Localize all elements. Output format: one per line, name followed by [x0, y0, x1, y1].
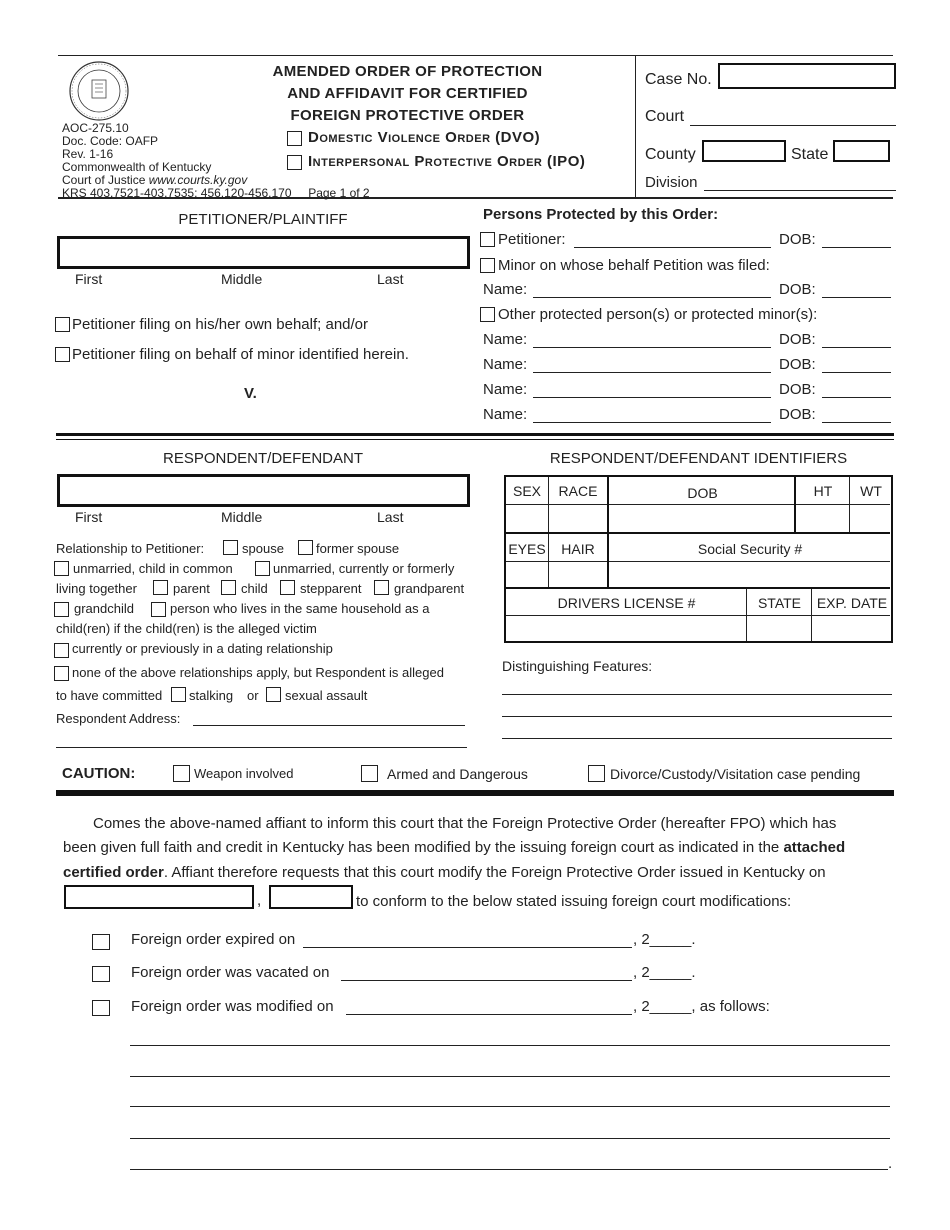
website-link[interactable]: www.courts.ky.gov	[148, 173, 248, 187]
other-name-field-4[interactable]	[533, 422, 771, 423]
other-dob-label-1: DOB:	[779, 331, 816, 348]
county-label: County	[645, 146, 696, 163]
or-label: or	[247, 688, 259, 703]
modified-year: , 2_____, as follows:	[633, 998, 770, 1015]
divorce-checkbox[interactable]	[588, 765, 605, 782]
exp-date-label: EXP. DATE	[816, 595, 888, 611]
county-field[interactable]	[702, 140, 786, 162]
section-divider-thick	[56, 433, 894, 436]
doc-code: Doc. Code: OAFP	[62, 134, 159, 148]
certified-order-label: certified order	[63, 864, 164, 881]
stalking-checkbox[interactable]	[171, 687, 186, 702]
ht-label: HT	[813, 483, 833, 499]
attached-label: attached	[783, 839, 846, 856]
court-of-justice-label: Court of Justice	[62, 173, 146, 187]
kentucky-seal-icon	[66, 60, 132, 122]
sexual-assault-checkbox[interactable]	[266, 687, 281, 702]
commonwealth-label: Commonwealth of Kentucky	[62, 160, 212, 174]
armed-label: Armed and Dangerous	[387, 766, 528, 782]
expired-label: Foreign order expired on	[131, 931, 296, 948]
court-field[interactable]	[690, 125, 896, 126]
other-protected-label: Other protected person(s) or protected minor(s):	[498, 306, 818, 323]
dating-checkbox[interactable]	[54, 643, 69, 658]
respondent-middle-label: Middle	[221, 509, 263, 525]
respondent-address-field-2[interactable]	[56, 747, 467, 748]
respondent-name-field[interactable]	[57, 474, 470, 507]
unmarried-living-checkbox[interactable]	[255, 561, 270, 576]
features-field-1[interactable]	[502, 694, 892, 695]
committed-label: to have committed	[56, 688, 163, 703]
petitioner-middle-label: Middle	[221, 271, 263, 287]
versus-label: V.	[244, 385, 257, 402]
own-behalf-label: Petitioner filing on his/her own behalf; and/or	[72, 316, 369, 333]
form-title-line-1: AMENDED ORDER OF PROTECTION	[272, 63, 543, 80]
modified-checkbox[interactable]	[92, 1000, 110, 1016]
minor-behalf-label: Petitioner filing on behalf of minor identified herein.	[72, 346, 409, 363]
spouse-checkbox[interactable]	[223, 540, 238, 555]
minor-name-label: Name:	[483, 281, 528, 298]
weapon-label: Weapon involved	[194, 766, 294, 781]
division-label: Division	[645, 174, 698, 191]
grandchild-label: grandchild	[74, 601, 134, 616]
page-indicator: Page 1 of 2	[308, 186, 370, 200]
none-apply-label: none of the above relationships apply, but Respondent is alleged	[72, 665, 444, 680]
issued-year-field[interactable]	[269, 885, 353, 909]
modification-line-4[interactable]	[130, 1138, 890, 1139]
stalking-label: stalking	[189, 688, 234, 703]
state-label: State	[791, 146, 829, 163]
respondent-address-label: Respondent Address:	[56, 711, 181, 726]
case-no-field[interactable]	[718, 63, 896, 89]
respondent-first-label: First	[75, 509, 103, 525]
other-name-field-1[interactable]	[533, 347, 771, 348]
stepparent-label: stepparent	[300, 581, 362, 596]
grandchild-checkbox[interactable]	[54, 602, 69, 617]
petitioner-last-label: Last	[377, 271, 404, 287]
affidavit-line-3: . Affiant therefore requests that this court modify the Foreign Protective Order issued in Kentucky on	[163, 864, 826, 881]
former-spouse-checkbox[interactable]	[298, 540, 313, 555]
household-label: person who lives in the same household as a	[170, 601, 430, 616]
issued-date-field[interactable]	[64, 885, 254, 909]
petitioner-first-label: First	[75, 271, 103, 287]
hair-label: HAIR	[561, 541, 595, 557]
modification-line-3[interactable]	[130, 1106, 890, 1107]
minor-name-field[interactable]	[533, 297, 771, 298]
race-label: RACE	[558, 483, 598, 499]
modification-line-5[interactable]	[130, 1169, 888, 1170]
child-label: child	[241, 581, 268, 596]
petitioner-heading: PETITIONER/PLAINTIFF	[178, 211, 348, 228]
parent-checkbox[interactable]	[153, 580, 168, 595]
protected-petitioner-dob-field[interactable]	[822, 247, 891, 248]
other-dob-field-2[interactable]	[822, 372, 891, 373]
minor-checkbox[interactable]	[480, 258, 495, 273]
minor-dob-label: DOB:	[779, 281, 816, 298]
minor-behalf-checkbox[interactable]	[55, 347, 70, 362]
header-bottom-rule	[58, 197, 893, 199]
living-together-label: living together	[56, 581, 137, 596]
expired-year: , 2_____.	[633, 931, 696, 948]
features-label: Distinguishing Features:	[502, 658, 653, 674]
dl-label: DRIVERS LICENSE #	[557, 595, 696, 611]
other-dob-field-1[interactable]	[822, 347, 891, 348]
modified-date-field[interactable]	[346, 1014, 632, 1015]
ssn-label: Social Security #	[697, 541, 803, 557]
krs-citation: KRS 403.7521-403.7535; 456.120-456.170	[62, 186, 292, 200]
divorce-label: Divorce/Custody/Visitation case pending	[610, 766, 861, 782]
unmarried-child-label: unmarried, child in common	[73, 561, 233, 576]
minor-dob-field[interactable]	[822, 297, 891, 298]
modification-line-1[interactable]	[130, 1045, 890, 1046]
other-dob-field-3[interactable]	[822, 397, 891, 398]
comma-label: ,	[257, 892, 262, 909]
case-no-label: Case No.	[645, 71, 712, 88]
ipo-label: Interpersonal Protective Order (IPO)	[308, 153, 586, 170]
other-name-label-1: Name:	[483, 331, 528, 348]
sex-label: SEX	[512, 483, 541, 499]
header-divider	[635, 55, 636, 197]
unmarried-child-checkbox[interactable]	[54, 561, 69, 576]
protected-heading: Persons Protected by this Order:	[483, 206, 719, 223]
former-spouse-label: former spouse	[316, 541, 400, 556]
minor-label: Minor on whose behalf Petition was filed:	[498, 257, 770, 274]
grandparent-label: grandparent	[394, 581, 465, 596]
section-divider-thin	[56, 439, 894, 440]
dating-label: currently or previously in a dating relationship	[72, 641, 333, 656]
other-dob-label-4: DOB:	[779, 406, 816, 423]
respondent-address-field[interactable]	[193, 725, 465, 726]
ssn-field[interactable]	[506, 587, 890, 589]
form-title-line-3: FOREIGN PROTECTIVE ORDER	[290, 107, 525, 124]
expired-checkbox[interactable]	[92, 934, 110, 950]
dvo-label: Domestic Violence Order (DVO)	[308, 129, 541, 146]
sex-field[interactable]	[548, 504, 549, 533]
protected-petitioner-field[interactable]	[574, 247, 771, 248]
expired-date-field[interactable]	[303, 947, 632, 948]
other-protected-checkbox[interactable]	[480, 307, 495, 322]
court-label: Court	[645, 108, 685, 125]
final-period: .	[888, 1155, 893, 1172]
respondent-last-label: Last	[377, 509, 404, 525]
weapon-checkbox[interactable]	[173, 765, 190, 782]
respondent-heading: RESPONDENT/DEFENDANT	[162, 450, 364, 467]
vacated-year: , 2_____.	[633, 964, 696, 981]
affidavit-line-1: Comes the above-named affiant to inform this court that the Foreign Protective Order (hereafter FPO) which has	[93, 815, 837, 832]
household-checkbox[interactable]	[151, 602, 166, 617]
other-dob-field-4[interactable]	[822, 422, 891, 423]
unmarried-living-label: unmarried, currently or formerly	[273, 561, 455, 576]
household-label-cont: child(ren) if the child(ren) is the alleged victim	[56, 621, 317, 636]
dl-state-label: STATE	[757, 595, 802, 611]
modification-line-2[interactable]	[130, 1076, 890, 1077]
vacated-checkbox[interactable]	[92, 966, 110, 982]
dvo-checkbox[interactable]	[287, 131, 302, 146]
protected-petitioner-checkbox[interactable]	[480, 232, 495, 247]
form-number: AOC-275.10	[62, 121, 129, 135]
other-name-label-2: Name:	[483, 356, 528, 373]
spouse-label: spouse	[242, 541, 284, 556]
features-field-2[interactable]	[502, 716, 892, 717]
other-dob-label-3: DOB:	[779, 381, 816, 398]
revision: Rev. 1-16	[62, 147, 114, 161]
other-name-label-3: Name:	[483, 381, 528, 398]
state-field[interactable]	[833, 140, 890, 162]
features-field-3[interactable]	[502, 738, 892, 739]
protected-petitioner-dob-label: DOB:	[779, 231, 816, 248]
sexual-assault-label: sexual assault	[285, 688, 368, 703]
caution-label: CAUTION:	[62, 765, 136, 782]
stepparent-checkbox[interactable]	[280, 580, 295, 595]
vacated-date-field[interactable]	[341, 980, 632, 981]
grandparent-checkbox[interactable]	[374, 580, 389, 595]
none-apply-checkbox[interactable]	[54, 666, 69, 681]
affidavit-line-2: been given full faith and credit in Kentucky has been modified by the issuing foreign court as indicated in the	[63, 839, 784, 856]
ipo-checkbox[interactable]	[287, 155, 302, 170]
identifiers-table	[504, 475, 893, 643]
child-checkbox[interactable]	[221, 580, 236, 595]
division-field[interactable]	[704, 190, 896, 191]
affidavit-line-4: to conform to the below stated issuing foreign court modifications:	[356, 893, 792, 910]
other-dob-label-2: DOB:	[779, 356, 816, 373]
vacated-label: Foreign order was vacated on	[131, 964, 330, 981]
dob-label: DOB	[687, 485, 718, 501]
other-name-label-4: Name:	[483, 406, 528, 423]
other-name-field-3[interactable]	[533, 397, 771, 398]
parent-label: parent	[173, 581, 210, 596]
modified-label: Foreign order was modified on	[131, 998, 334, 1015]
wt-label: WT	[860, 483, 882, 499]
form-title-line-2: AND AFFIDAVIT FOR CERTIFIED	[287, 85, 528, 102]
caution-divider	[56, 790, 894, 796]
petitioner-name-field[interactable]	[57, 236, 470, 269]
identifiers-heading: RESPONDENT/DEFENDANT IDENTIFIERS	[549, 450, 848, 467]
other-name-field-2[interactable]	[533, 372, 771, 373]
relationship-label: Relationship to Petitioner:	[56, 541, 205, 556]
protected-petitioner-label: Petitioner:	[498, 231, 566, 248]
armed-checkbox[interactable]	[361, 765, 378, 782]
eyes-label: EYES	[508, 541, 546, 557]
top-rule	[58, 55, 893, 56]
own-behalf-checkbox[interactable]	[55, 317, 70, 332]
